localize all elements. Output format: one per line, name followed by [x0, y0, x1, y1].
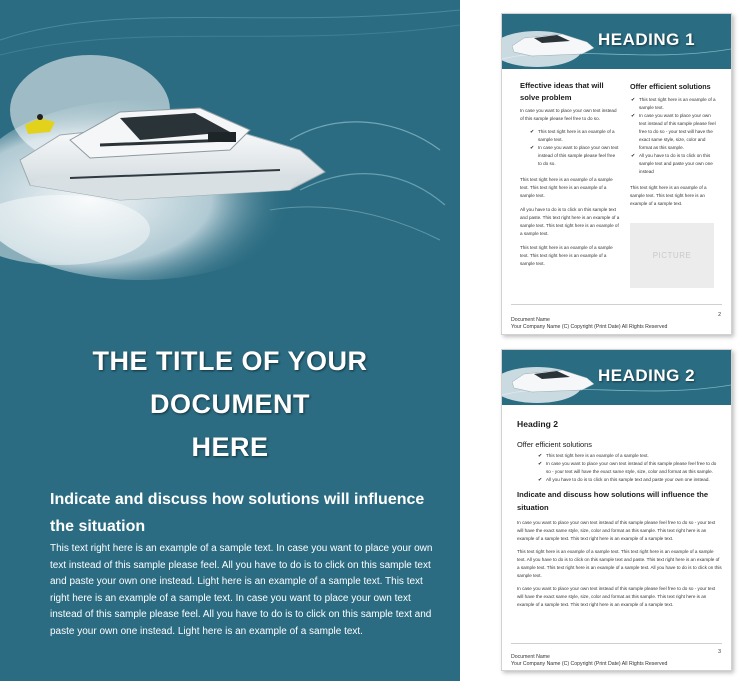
page-number: 3 [718, 649, 721, 655]
list-item: ✔ All you have to do is to click on this sample text and paste your own one instead. [538, 477, 710, 483]
left-column [520, 80, 620, 268]
list-item: ✔ In case you want to place your own text instead of this sample please feel free to do so - your text will have the exact same style, size, color and format as this sample. [631, 113, 716, 150]
list-item: ✔ This text right here is an example of a sample text. [538, 453, 649, 459]
right-heading: Offer efficient solutions [630, 82, 711, 91]
footer-document-name: Document Name [511, 654, 550, 660]
cover-subtitle: Indicate and discuss how solutions will influence the situation [50, 491, 425, 535]
cover-body-text: This text right here is an example of a sample text. In case you want to place your own text instead of this sample please feel. All you have to do is to click on this sample text and paste your own one instead. Light here is an example of a sample text. This text right here is an example of a sample text. In case you want to place your own text instead of this sample please feel. All you have to do is to click on this sample text and paste your own one instead. Light here is an example of a sample text. [50, 543, 433, 637]
left-paragraph-2: All you have to do is to click on this sample text and paste. This text right here is an example of a sample text. This text right here is an example of a sample text. [520, 207, 620, 236]
check-icon: ✔ [631, 97, 636, 103]
page-content [517, 418, 722, 609]
footer-copyright: Your Company Name (C) Copyright (Print Date) All Rights Reserved [511, 324, 668, 330]
paragraph-2: This text right here is an example of a sample text. This text right here is an example of a sample text. All you have to do is to click on this sample text and paste. This text right here is an example of a sample text. This text right here is an example of a sample text. All you have to do is to click on this sample text. [517, 549, 722, 578]
footer-document-name: Document Name [511, 317, 550, 323]
left-heading: Effective ideas that will solve problem [520, 81, 604, 102]
list-item: ✔ This text right here is an example of a sample text. [631, 97, 716, 110]
page-thumbnail-2[interactable] [501, 13, 732, 335]
left-bullet-list [520, 128, 620, 168]
footer-divider [511, 643, 722, 644]
check-icon: ✔ [538, 461, 543, 467]
list-item: ✔ In case you want to place your own text instead of this sample please feel free to do so. [530, 145, 619, 166]
bullet-list [517, 452, 722, 484]
title-line-2: DOCUMENT [150, 389, 310, 419]
page-thumbnail-3[interactable] [501, 349, 732, 671]
footer-copyright: Your Company Name (C) Copyright (Print Date) All Rights Reserved [511, 661, 668, 667]
document-title [30, 340, 430, 469]
page-footer [511, 317, 711, 331]
right-column [630, 82, 718, 208]
banner-title: HEADING 1 [597, 30, 696, 49]
page-footer [511, 654, 711, 668]
left-paragraph-1: This text right here is an example of a sample text. This text right here is an example of a sample text. [520, 177, 613, 198]
footer-divider [511, 304, 722, 305]
check-icon: ✔ [631, 153, 636, 159]
list-item: ✔ All you have to do is to click on this sample text and paste your own one instead [631, 153, 713, 174]
title-line-1: THE TITLE OF YOUR [92, 346, 368, 376]
left-intro: In case you want to place your own text instead of this sample please feel free to do so. [520, 108, 617, 121]
check-icon: ✔ [631, 113, 636, 119]
check-icon: ✔ [530, 129, 535, 135]
banner-title: HEADING 2 [597, 366, 696, 385]
subheading: Offer efficient solutions [517, 440, 592, 449]
page-number: 2 [718, 312, 721, 318]
left-paragraph-3: This text right here is an example of a sample text. This text right here is an example of a sample text. [520, 245, 613, 266]
paragraph-3: In case you want to place your own text instead of this sample please feel free to do so - your text will have the exact same style, size, color and format as this sample. This text right here is an example of a sample text. This text right here is an example of a sample text. [517, 586, 716, 607]
check-icon: ✔ [538, 477, 543, 483]
yacht-photo [0, 0, 460, 300]
list-item: ✔ In case you want to place your own text instead of this sample please feel free to do so - your text will have the exact same style, size, color and format as this sample. [538, 461, 717, 474]
section-heading: Indicate and discuss how solutions will influence the situation [517, 490, 709, 512]
check-icon: ✔ [530, 145, 535, 151]
title-line-3: HERE [191, 432, 269, 462]
picture-placeholder: PICTURE [630, 223, 714, 288]
check-icon: ✔ [538, 453, 543, 459]
paragraph-1: In case you want to place your own text instead of this sample please feel free to do so - your text will have the exact same style, size, color and format as this sample. This text right here is an example of a sample text. This text right here is an example of a sample text. [517, 520, 716, 541]
page-heading: Heading 2 [517, 419, 559, 429]
list-item: ✔ This text right here is an example of a sample text. [530, 129, 615, 142]
right-paragraph: This text right here is an example of a sample text. This text right here is an example of a sample text. [630, 185, 707, 206]
right-bullet-list [630, 96, 718, 176]
